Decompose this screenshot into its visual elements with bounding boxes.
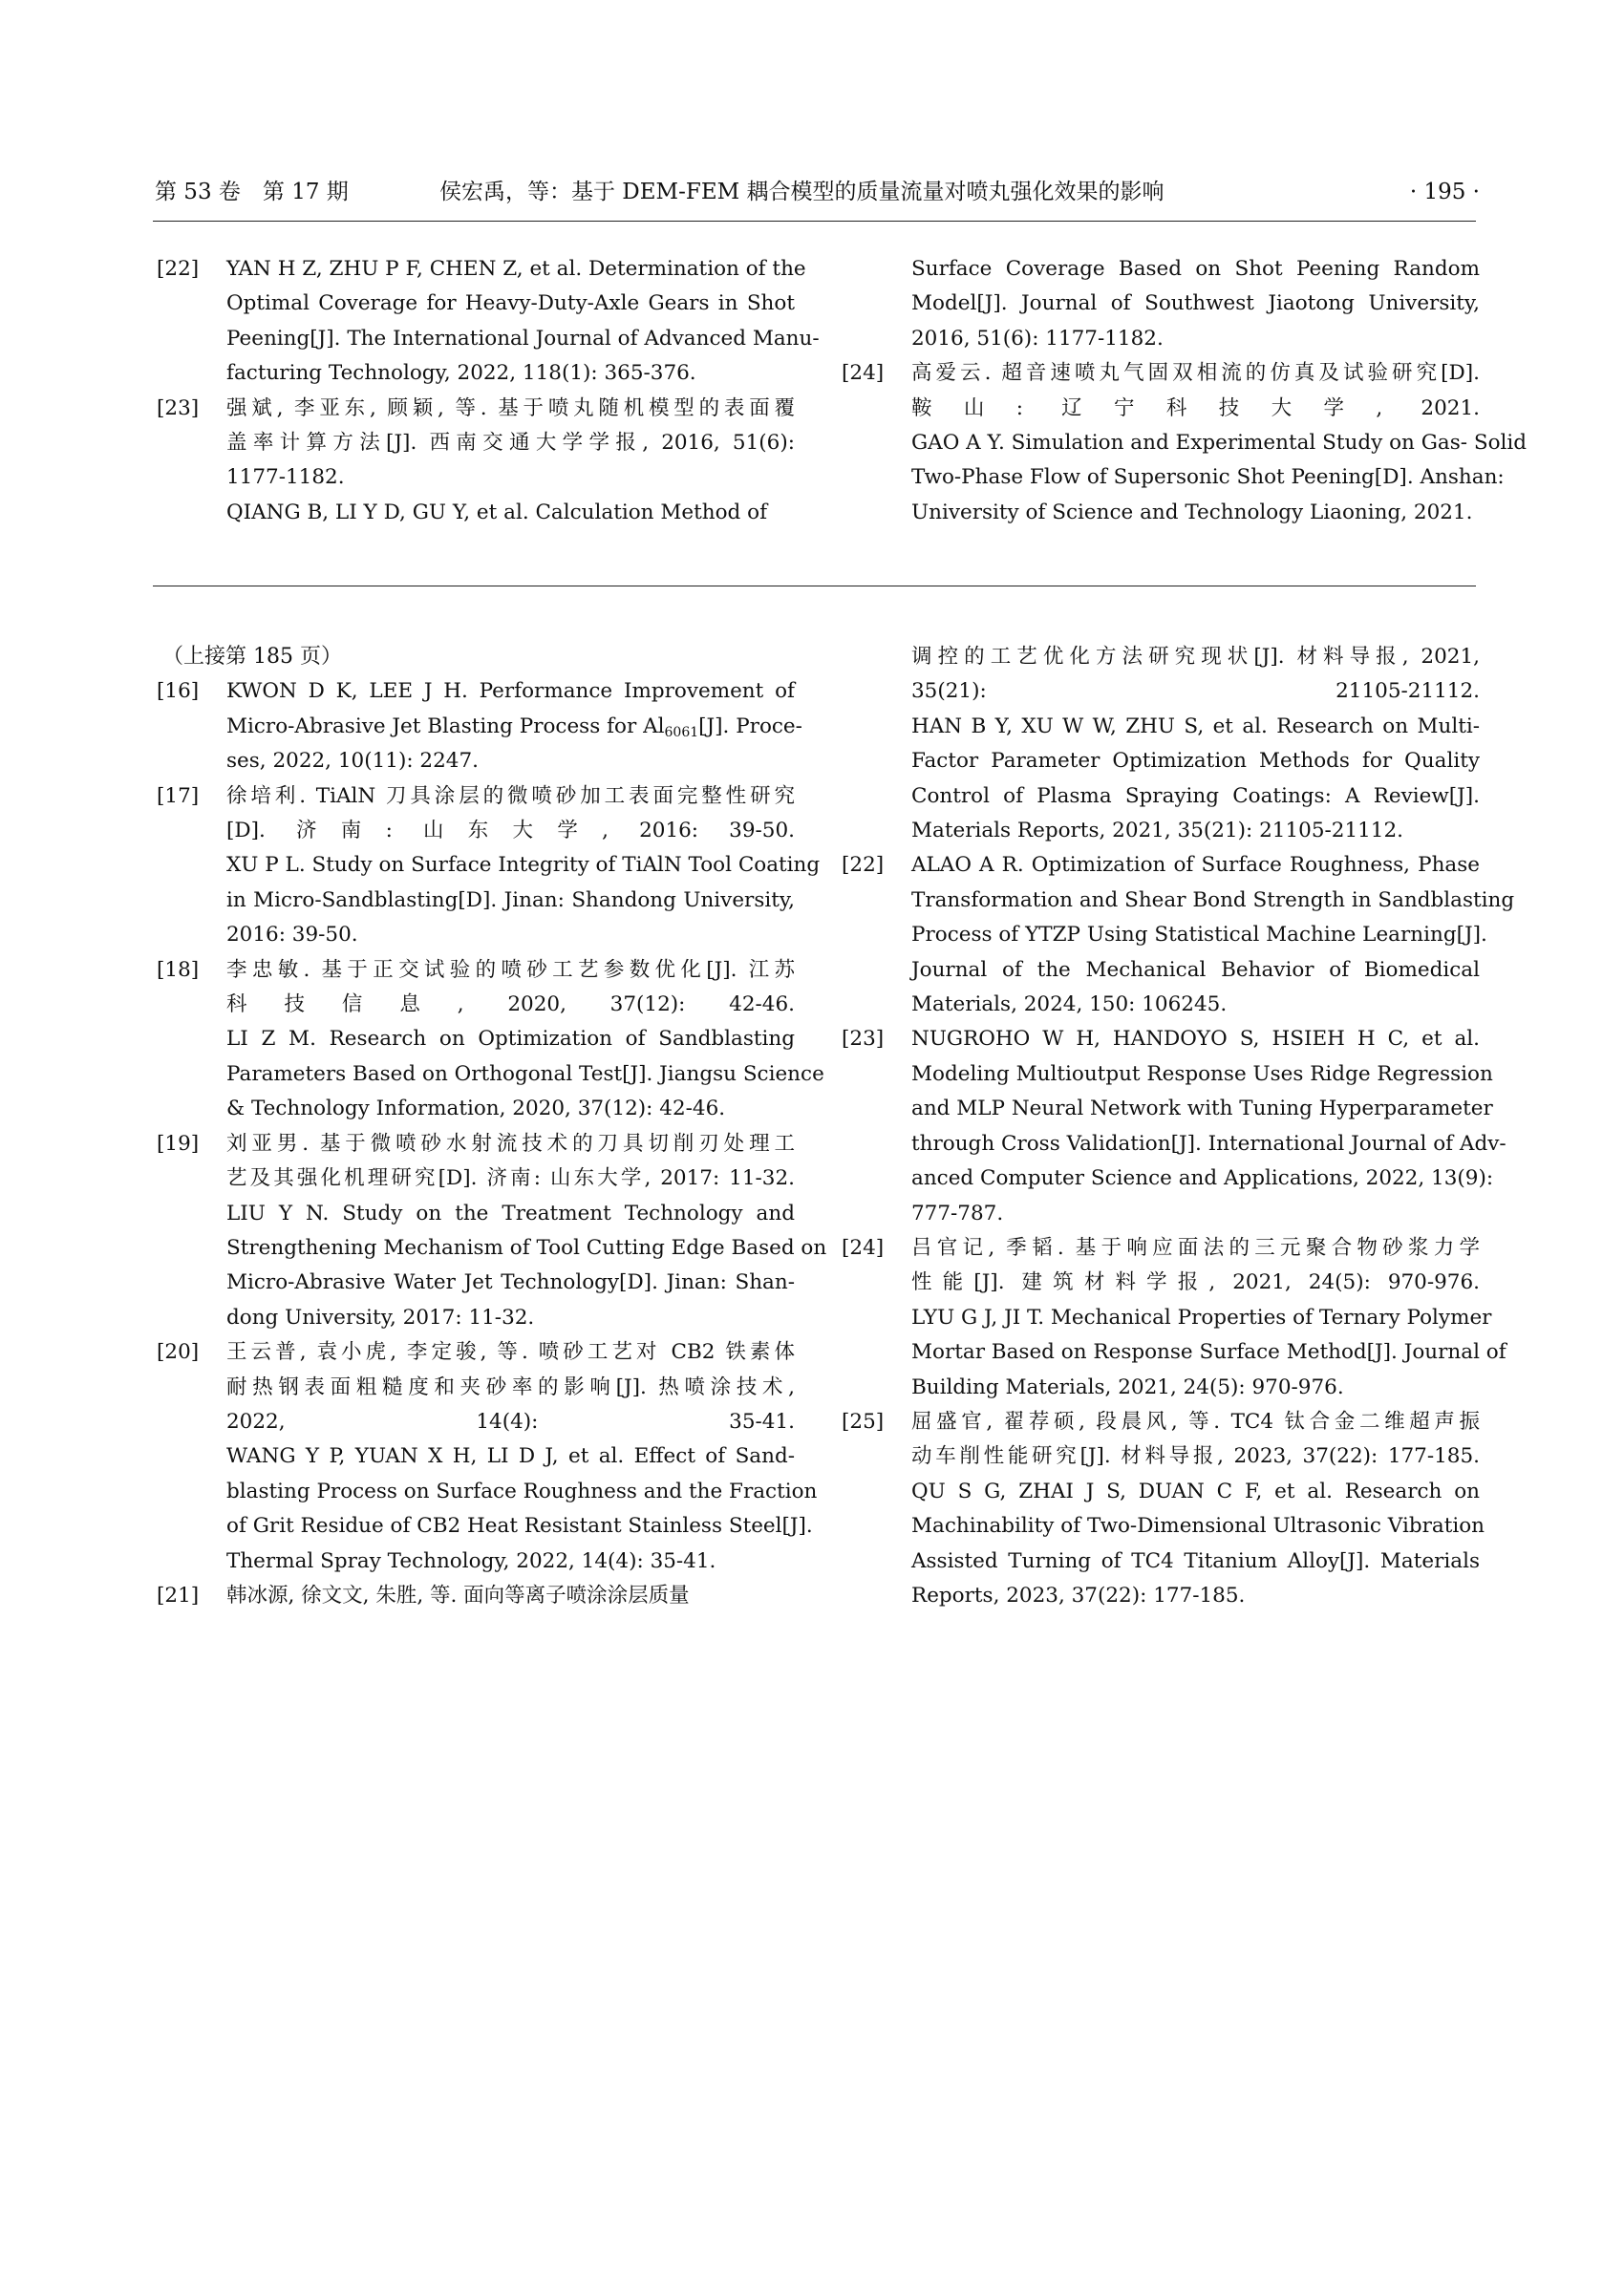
reference-line: NUGROHO W H, HANDOYO S, HSIEH H C, et al. [911, 1027, 1480, 1052]
reference-entry [157, 1335, 818, 1579]
reference-line: Materials Reports, 2021, 35(21): 21105-21112. [911, 819, 1403, 843]
reference-number: [23] [842, 1027, 885, 1052]
reference-entry [157, 252, 820, 392]
reference-line: 科技信息, 2020, 37(12): 42-46. [226, 992, 795, 1017]
reference-number: [25] [842, 1409, 885, 1434]
reference-line: 鞍山: 辽宁科技大学, 2021. [911, 395, 1480, 420]
reference-line: Strengthening Mechanism of Tool Cutting Edge Based on [226, 1235, 827, 1260]
reference-number: [18] [157, 957, 200, 982]
header-rule [153, 221, 1476, 222]
reference-line: Control of Plasma Spraying Coatings: A Review[J]. [911, 783, 1480, 808]
reference-line: 2022, 14(4): 35-41. [226, 1409, 795, 1434]
reference-line: WANG Y P, YUAN X H, LI D J, et al. Effect of Sand- [226, 1444, 795, 1469]
reference-line: 35(21): 21105-21112. [911, 679, 1480, 704]
reference-line: HAN B Y, XU W W, ZHU S, et al. Research on Multi- [911, 714, 1480, 738]
reference-number: [16] [157, 679, 200, 704]
reference-number: [22] [842, 853, 885, 878]
reference-line: LI Z M. Research on Optimization of Sandblasting [226, 1027, 795, 1052]
reference-line: 强斌, 李亚东, 顾颖, 等. 基于喷丸随机模型的表面覆 [226, 395, 795, 420]
reference-line: Factor Parameter Optimization Methods for Quality [911, 749, 1480, 774]
reference-number: [22] [157, 257, 200, 281]
alloy-subscript: 6061 [664, 724, 699, 740]
reference-line: Process of YTZP Using Statistical Machine Learning[J]. [911, 923, 1487, 948]
reference-line: Model[J]. Journal of Southwest Jiaotong University, [911, 291, 1480, 316]
bottom-left-refs [157, 674, 827, 1613]
reference-line: 韩冰源, 徐文文, 朱胜, 等. 面向等离子喷涂涂层质量 [226, 1583, 690, 1608]
reference-line: Modeling Multioutput Response Uses Ridge Regression [911, 1061, 1493, 1086]
reference-entry [157, 392, 795, 531]
reference-line: through Cross Validation[J]. International Journal of Adv- [911, 1131, 1506, 1156]
reference-line: 1177-1182. [226, 465, 345, 490]
reference-line: 王云普, 袁小虎, 李定骏, 等. 喷砂工艺对 CB2 铁素体 [226, 1340, 795, 1365]
reference-entry [157, 1579, 795, 1613]
reference-entry [842, 1405, 1485, 1613]
reference-line: Machinability of Two-Dimensional Ultrasonic Vibration [911, 1514, 1485, 1539]
reference-text: Micro-Abrasive Jet Blasting Process for Al [226, 714, 665, 738]
reference-line: dong University, 2017: 11-32. [226, 1305, 535, 1330]
reference-line: Materials, 2024, 150: 106245. [911, 992, 1228, 1017]
reference-line: facturing Technology, 2022, 118(1): 365-376. [226, 361, 696, 386]
reference-line: 性能[J]. 建筑材料学报, 2021, 24(5): 970-976. [911, 1270, 1480, 1295]
reference-number: [24] [842, 1235, 885, 1260]
reference-line: QIANG B, LI Y D, GU Y, et al. Calculation Method of [226, 500, 768, 524]
reference-number: [24] [842, 361, 885, 386]
reference-text: [J]. Proce- [698, 714, 802, 738]
reference-line: 动车削性能研究[J]. 材料导报, 2023, 37(22): 177-185. [911, 1444, 1480, 1469]
reference-line: University of Science and Technology Liaoning, 2021. [911, 500, 1473, 524]
reference-line: 吕官记, 季韬. 基于响应面法的三元聚合物砂浆力学 [911, 1235, 1480, 1260]
reference-line: 徐培利. TiAlN 刀具涂层的微喷砂加工表面完整性研究 [226, 783, 795, 808]
reference-line: Optimal Coverage for Heavy-Duty-Axle Gears in Shot [226, 291, 795, 316]
reference-line: ALAO A R. Optimization of Surface Roughness, Phase [911, 853, 1480, 878]
reference-line: KWON D K, LEE J H. Performance Improvement of [226, 679, 795, 704]
reference-line: Reports, 2023, 37(22): 177-185. [911, 1583, 1246, 1608]
reference-line [226, 710, 802, 744]
reference-line: Parameters Based on Orthogonal Test[J]. Jiangsu Science [226, 1061, 824, 1086]
bottom-left-column [157, 640, 827, 1613]
reference-line: 调控的工艺优化方法研究现状[J]. 材料导报, 2021, [911, 645, 1480, 669]
reference-entry [842, 252, 1480, 356]
reference-line: [D]. 济南: 山东大学, 2016: 39-50. [226, 819, 795, 843]
reference-line: blasting Process on Surface Roughness and the Fraction [226, 1479, 818, 1503]
reference-line: Two-Phase Flow of Supersonic Shot Peening[D]. Anshan: [911, 465, 1505, 490]
reference-entry [157, 674, 802, 778]
reference-number: [20] [157, 1340, 200, 1365]
reference-line: 耐热钢表面粗糙度和夹砂率的影响[J]. 热喷涂技术, [226, 1374, 795, 1399]
reference-line: Micro-Abrasive Water Jet Technology[D]. Jinan: Shan- [226, 1270, 795, 1295]
reference-line: Assisted Turning of TC4 Titanium Alloy[J]. Materials [911, 1548, 1480, 1573]
reference-line: Mortar Based on Response Surface Method[J]. Journal of [911, 1340, 1506, 1365]
reference-line: 2016, 51(6): 1177-1182. [911, 326, 1164, 351]
running-title: 侯宏禹，等：基于 DEM-FEM 耦合模型的质量流量对喷丸强化效果的影响 [439, 180, 1165, 204]
reference-line: QU S G, ZHAI J S, DUAN C F, et al. Research on [911, 1479, 1480, 1503]
reference-entry [842, 1022, 1506, 1230]
reference-line: of Grit Residue of CB2 Heat Resistant Stainless Steel[J]. [226, 1514, 813, 1539]
reference-entry [157, 1127, 827, 1335]
reference-line: LYU G J, JI T. Mechanical Properties of Ternary Polymer [911, 1305, 1492, 1330]
reference-entry [842, 356, 1528, 530]
reference-line: LIU Y N. Study on the Treatment Technology and [226, 1201, 795, 1225]
reference-line: 屈盛官, 翟荐硕, 段晨风, 等. TC4 钛合金二维超声振 [911, 1409, 1480, 1434]
reference-number: [21] [157, 1583, 200, 1608]
volume-issue: 第 53 卷 第 17 期 [155, 180, 349, 204]
page-number: · 195 · [1409, 180, 1480, 204]
continued-note: （上接第 185 页） [162, 645, 342, 669]
reference-number: [17] [157, 783, 200, 808]
reference-number: [19] [157, 1131, 200, 1156]
reference-line: Transformation and Shear Bond Strength in Sandblasting [911, 887, 1515, 912]
reference-line: 高爱云. 超音速喷丸气固双相流的仿真及试验研究[D]. [911, 361, 1480, 386]
top-left-column [157, 252, 820, 530]
reference-line: 盖率计算方法[J]. 西南交通大学学报, 2016, 51(6): [226, 431, 795, 456]
reference-line: and MLP Neural Network with Tuning Hyperparameter [911, 1097, 1493, 1121]
reference-entry [842, 1231, 1506, 1405]
reference-entry [842, 848, 1515, 1022]
reference-line: 李忠敏. 基于正交试验的喷砂工艺参数优化[J]. 江苏 [226, 957, 795, 982]
reference-entry [842, 640, 1480, 848]
reference-number: [23] [157, 395, 200, 420]
top-right-column [842, 252, 1528, 530]
reference-line: Surface Coverage Based on Shot Peening Random [911, 257, 1480, 281]
reference-line: 777-787. [911, 1201, 1004, 1225]
reference-line: Peening[J]. The International Journal of Advanced Manu- [226, 326, 820, 351]
reference-line: anced Computer Science and Applications, 2022, 13(9): [911, 1166, 1494, 1191]
reference-line: YAN H Z, ZHU P F, CHEN Z, et al. Determination of the [226, 257, 806, 281]
reference-line: & Technology Information, 2020, 37(12): 42-46. [226, 1097, 726, 1121]
bottom-right-column [842, 640, 1515, 1613]
reference-entry [157, 953, 824, 1127]
reference-line: 艺及其强化机理研究[D]. 济南: 山东大学, 2017: 11-32. [226, 1166, 795, 1191]
reference-line: 刘亚男. 基于微喷砂水射流技术的刀具切削刃处理工 [226, 1131, 795, 1156]
reference-line: ses, 2022, 10(11): 2247. [226, 749, 479, 774]
reference-line: Journal of the Mechanical Behavior of Biomedical [911, 957, 1480, 982]
reference-line: Building Materials, 2021, 24(5): 970-976. [911, 1374, 1344, 1399]
reference-line: Thermal Spray Technology, 2022, 14(4): 35-41. [226, 1548, 716, 1573]
reference-entry [157, 779, 821, 953]
reference-line: in Micro-Sandblasting[D]. Jinan: Shandong University, [226, 887, 795, 912]
reference-line: XU P L. Study on Surface Integrity of TiAlN Tool Coating [226, 853, 821, 878]
reference-line: 2016: 39-50. [226, 923, 358, 948]
reference-line: GAO A Y. Simulation and Experimental Study on Gas- Solid [911, 431, 1528, 456]
